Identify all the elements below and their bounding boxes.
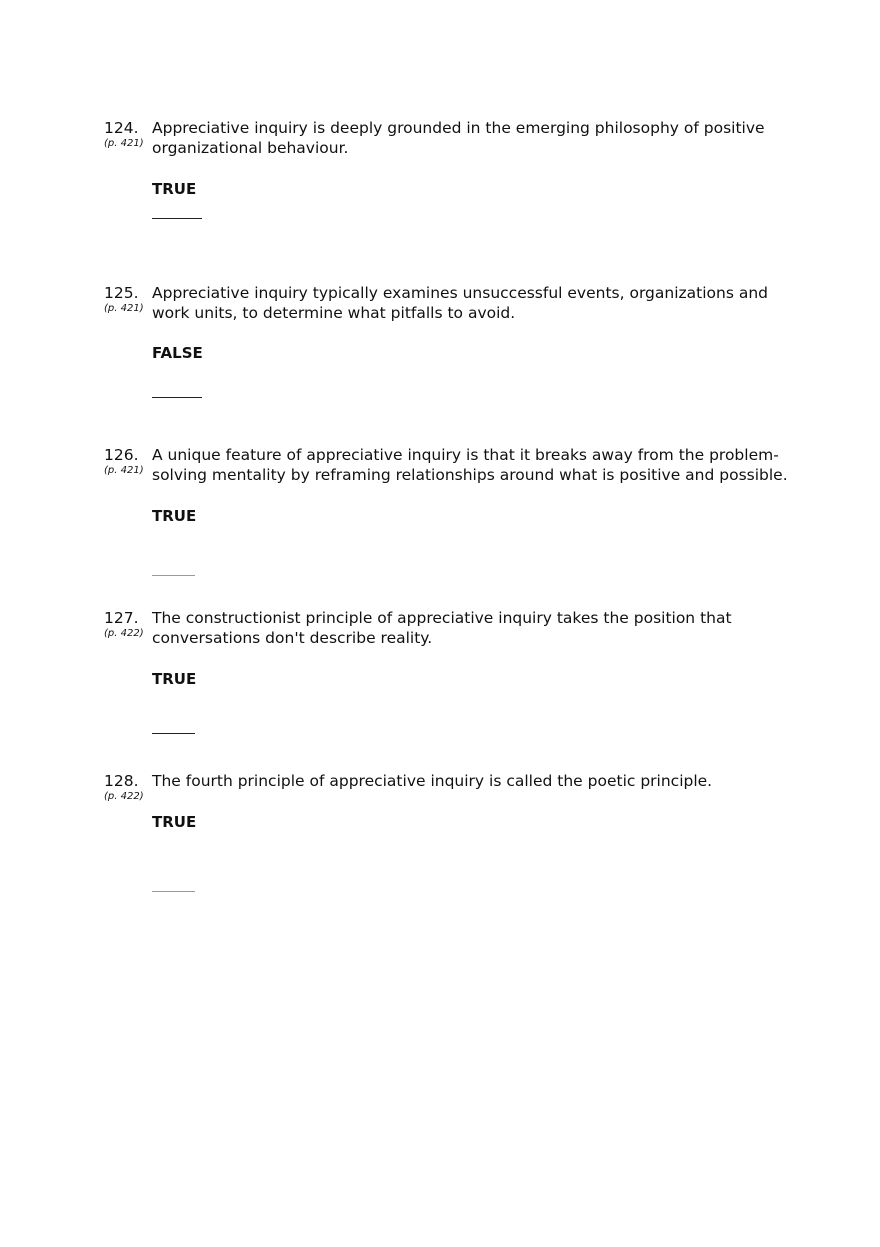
- page-reference: (p. 421): [104, 138, 144, 149]
- answer-label: TRUE: [152, 813, 197, 831]
- question-number: 128.: [104, 772, 139, 790]
- question-number: 127.: [104, 609, 139, 627]
- question-number: 126.: [104, 446, 139, 464]
- answer-label: FALSE: [152, 344, 203, 362]
- page-reference: (p. 421): [104, 465, 144, 476]
- answer-label: TRUE: [152, 507, 197, 525]
- question-text-line: The constructionist principle of appreciative inquiry takes the position that: [152, 609, 732, 627]
- question-text-line: Appreciative inquiry typically examines unsuccessful events, organizations and: [152, 284, 769, 302]
- page-reference: (p. 422): [104, 791, 144, 802]
- question-text-line: A unique feature of appreciative inquiry is that it breaks away from the problem-: [152, 446, 779, 464]
- question-text-line: work units, to determine what pitfalls to avoid.: [152, 304, 516, 322]
- answer-underline: [152, 575, 195, 576]
- question-text: [152, 283, 792, 323]
- question-text-line: organizational behaviour.: [152, 139, 349, 157]
- question-number: 124.: [104, 119, 139, 137]
- answer-underline: [152, 733, 195, 734]
- question-text-line: The fourth principle of appreciative inquiry is called the poetic principle.: [152, 772, 713, 790]
- answer-underline: [152, 891, 195, 892]
- question-text-line: Appreciative inquiry is deeply grounded in the emerging philosophy of positive: [152, 119, 765, 137]
- question-text: [152, 608, 792, 648]
- answer-underline: [152, 397, 202, 398]
- answer-label: TRUE: [152, 670, 197, 688]
- answer-underline: [152, 218, 202, 219]
- question-text-line: solving mentality by reframing relationships around what is positive and possible.: [152, 466, 788, 484]
- question-text: [152, 118, 792, 158]
- answer-label: TRUE: [152, 180, 197, 198]
- page-reference: (p. 422): [104, 628, 144, 639]
- question-text: [152, 445, 792, 485]
- question-number: 125.: [104, 284, 139, 302]
- question-text: [152, 771, 792, 791]
- question-text-line: conversations don't describe reality.: [152, 629, 433, 647]
- page-reference: (p. 421): [104, 303, 144, 314]
